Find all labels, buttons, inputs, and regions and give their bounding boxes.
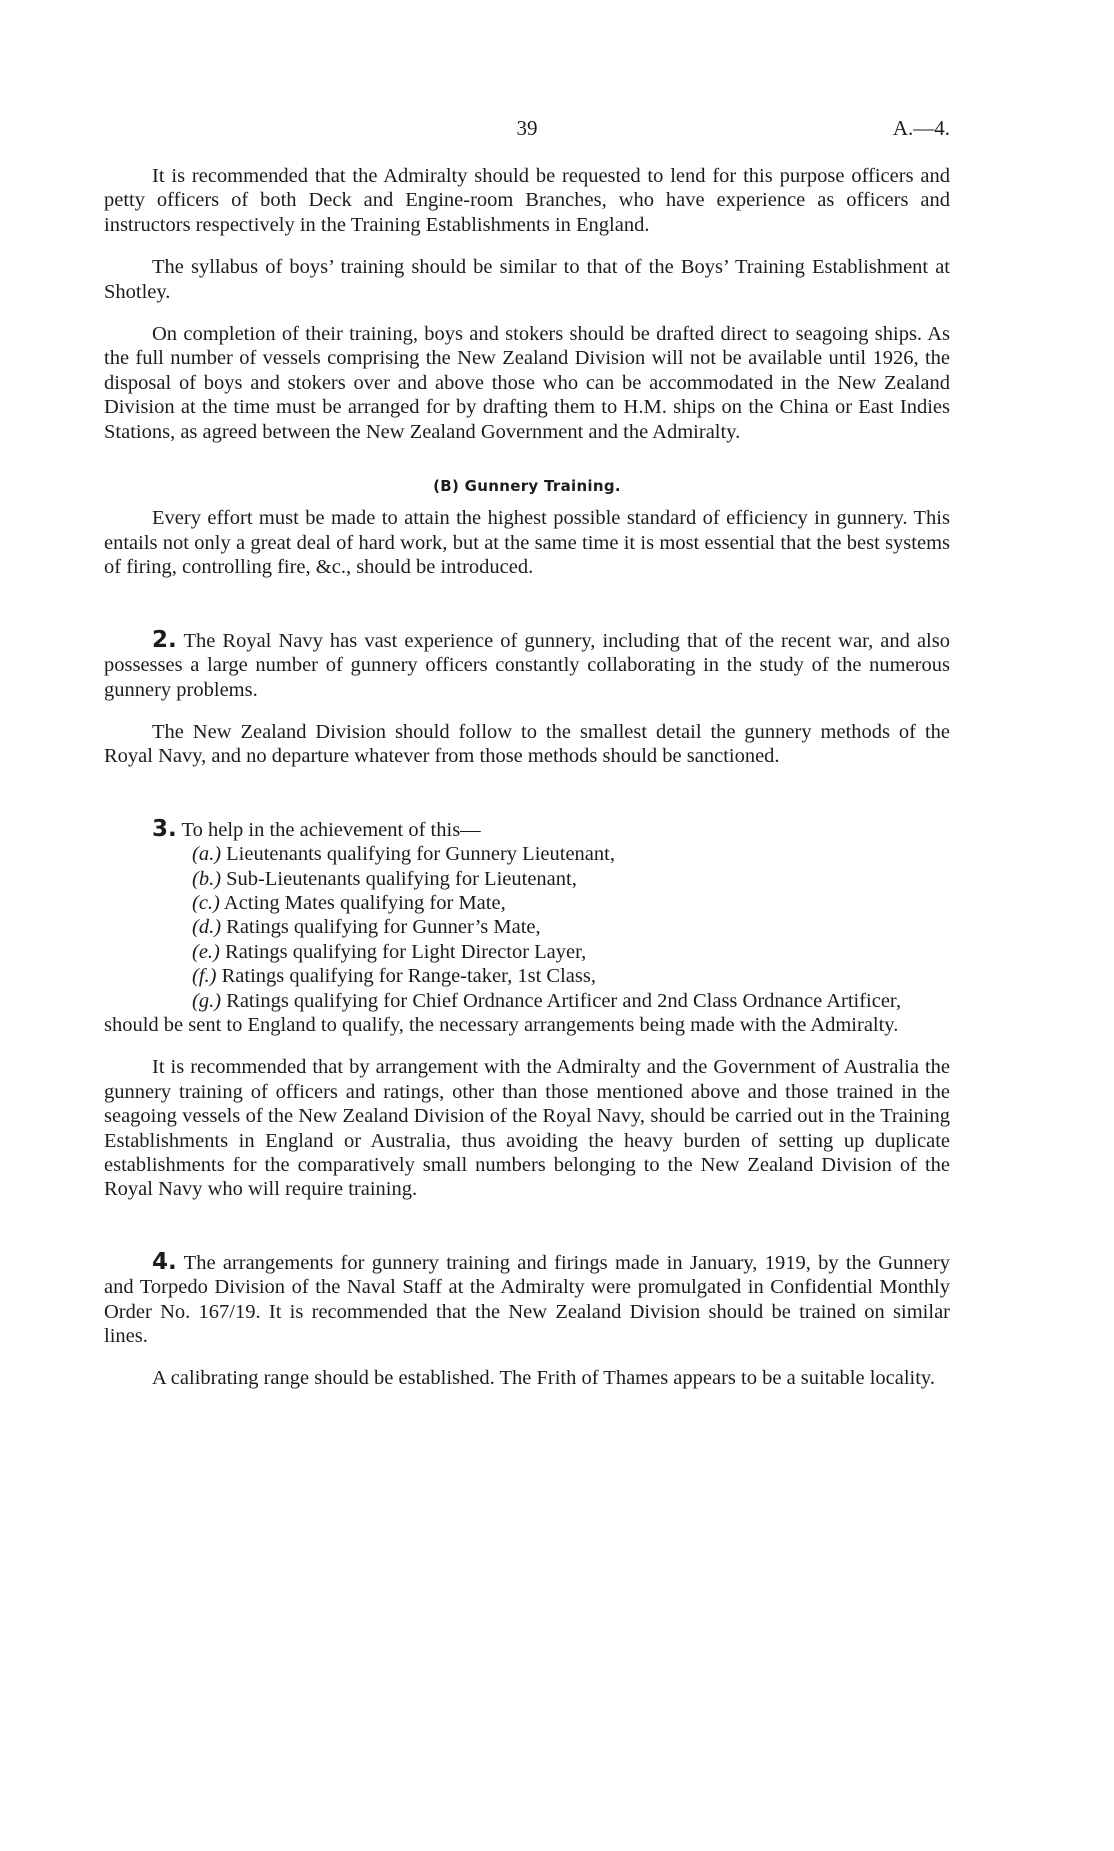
paragraph-text: The arrangements for gunnery training and firings made in January, 1919, by the Gunnery and Torpedo Division of the Naval Staff at the Admiralty were promulgated in Confidential Monthly Order No. 167/19. It is recommended that the New Zealand Division should be trained on similar lines. bbox=[104, 1251, 950, 1348]
paragraph-gunnery-efficiency: Every effort must be made to attain the highest possible standard of efficiency in gunnery. This entails not only a great deal of hard work, but at the same time it is most essential that the best systems of firing, controlling fire, &c., should be introduced. bbox=[104, 507, 950, 579]
list-item-label: (b.) bbox=[192, 867, 222, 890]
list-item bbox=[192, 964, 950, 988]
section-heading-gunnery: (B) Gunnery Training. bbox=[433, 477, 621, 496]
body-text bbox=[104, 164, 950, 1409]
paragraph-3-intro bbox=[104, 817, 950, 842]
paragraph-number: 2. bbox=[152, 626, 177, 653]
list-item-text: Ratings qualifying for Range-taker, 1st Class, bbox=[221, 965, 596, 988]
paragraph-calibrating-range: A calibrating range should be established. The Frith of Thames appears to be a suitable locality. bbox=[152, 1367, 935, 1390]
list-item-text: Ratings qualifying for Chief Ordnance Artificer and 2nd Class Ordnance Artificer, bbox=[226, 989, 902, 1012]
paragraph-number: 4. bbox=[152, 1248, 177, 1275]
list-item-text: Ratings qualifying for Gunner’s Mate, bbox=[226, 916, 541, 939]
list-item bbox=[192, 989, 950, 1013]
page-header bbox=[104, 112, 950, 146]
list-item-label: (f.) bbox=[192, 965, 217, 988]
paragraph-follow-methods: The New Zealand Division should follow to the smallest detail the gunnery methods of the Royal Navy, and no departure whatever from those methods should be sanctioned. bbox=[104, 720, 950, 768]
list-item-label: (g.) bbox=[192, 989, 222, 1012]
list-item-label: (e.) bbox=[192, 940, 220, 963]
list-item bbox=[192, 842, 950, 866]
paragraph-training-officers: It is recommended that the Admiralty should be requested to lend for this purpose officers and petty officers of both Deck and Engine-room Branches, who have experience as officers and instructors respectively in the Training Establishments in England. bbox=[104, 165, 950, 236]
paragraph-text: The Royal Navy has vast experience of gunnery, including that of the recent war, and also possesses a large number of gunnery officers constantly collaborating in the study of the numerous gunnery problems. bbox=[104, 629, 950, 701]
paragraph-3-outro: should be sent to England to qualify, the necessary arrangements being made with the Admiralty. bbox=[104, 1013, 899, 1036]
page-number: 39 bbox=[516, 116, 538, 140]
list-item bbox=[192, 940, 950, 964]
document-page bbox=[104, 0, 950, 1851]
qualification-list bbox=[104, 842, 950, 1013]
list-item bbox=[192, 891, 950, 915]
document-reference: A.—4. bbox=[892, 116, 950, 140]
paragraph-4 bbox=[104, 1250, 950, 1349]
paragraph-boys-syllabus: The syllabus of boys’ training should be similar to that of the Boys’ Training Establishment at Shotley. bbox=[104, 256, 950, 303]
list-item-label: (d.) bbox=[192, 916, 222, 939]
list-item bbox=[192, 867, 950, 891]
paragraph-text: To help in the achievement of this— bbox=[181, 818, 481, 841]
list-item bbox=[192, 915, 950, 939]
list-item-text: Acting Mates qualifying for Mate, bbox=[223, 891, 506, 914]
list-item-text: Sub-Lieutenants qualifying for Lieutenant, bbox=[226, 867, 577, 890]
paragraph-australia-training: It is recommended that by arrangement with the Admiralty and the Government of Australia the gunnery training of officers and ratings, other than those mentioned above and those trained in the seagoing vessels of the New Zealand Division of the Royal Navy, should be carried out in the Training Establishments in England or Australia, thus avoiding the heavy burden of setting up duplicate establishments for the comparatively small numbers belonging to the New Zealand Division of the Royal Navy who will require training. bbox=[104, 1056, 950, 1201]
list-item-text: Lieutenants qualifying for Gunnery Lieutenant, bbox=[226, 843, 615, 866]
list-item-text: Ratings qualifying for Light Director Layer, bbox=[225, 940, 587, 963]
paragraph-number: 3. bbox=[152, 815, 177, 842]
list-item-label: (c.) bbox=[192, 891, 220, 914]
paragraph-2 bbox=[104, 628, 950, 702]
list-item-label: (a.) bbox=[192, 843, 222, 866]
paragraph-drafting: On completion of their training, boys and stokers should be drafted direct to seagoing ships. As the full number of vessels comprising the New Zealand Division will not be available until 1926, the disposal of boys and stokers over and above those who can be accommodated in the New Zealand Division at the time must be arranged for by drafting them to H.M. ships on the China or East Indies Stations, as agreed between the New Zealand Government and the Admiralty. bbox=[104, 323, 950, 443]
